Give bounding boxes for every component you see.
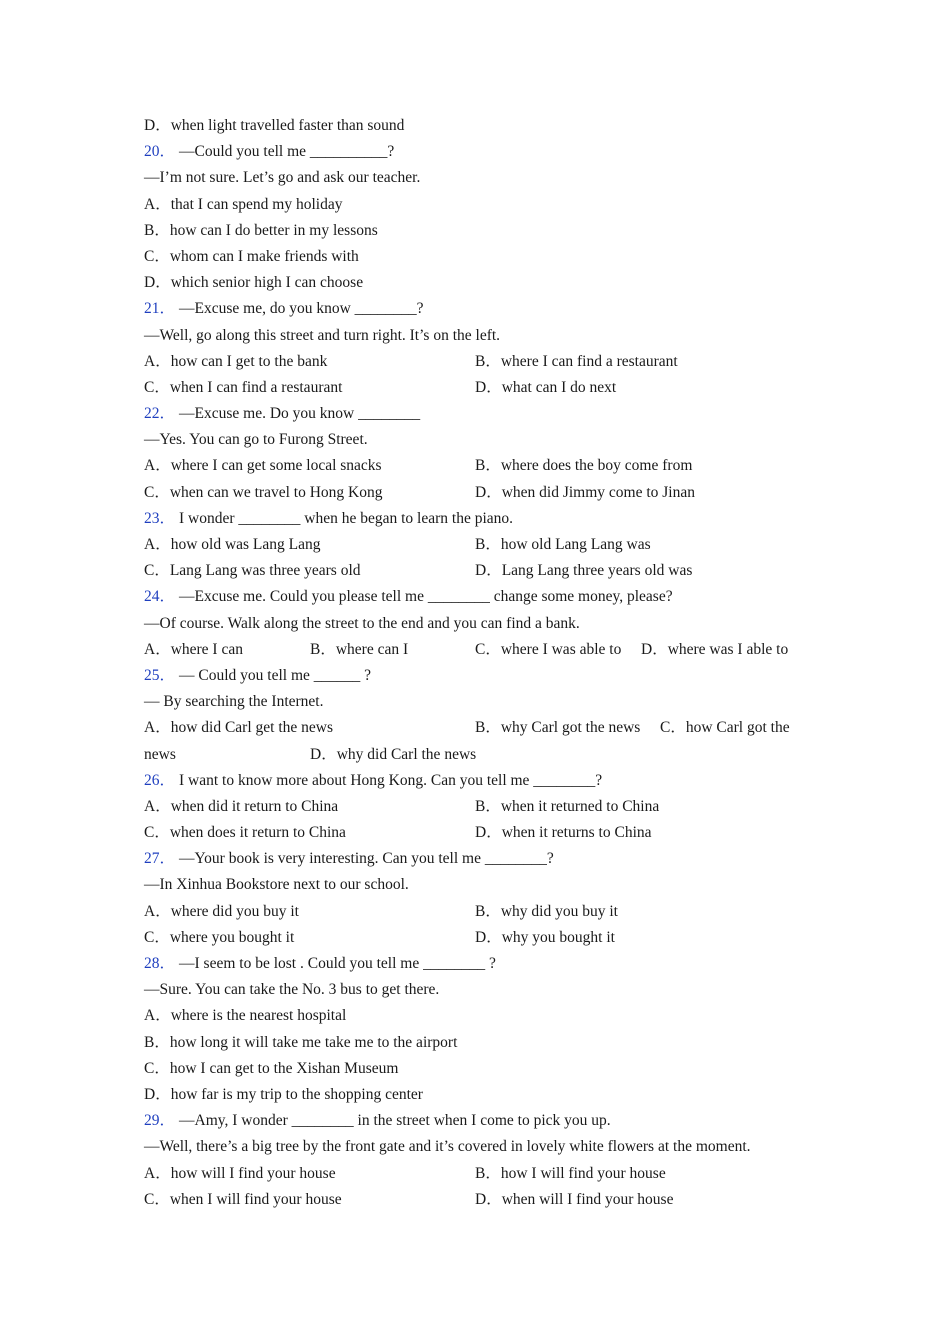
question-text: I want to know more about Hong Kong. Can you tell me ________? xyxy=(179,771,603,789)
options-row xyxy=(144,453,814,479)
options-row xyxy=(144,1030,814,1056)
answer-option: D．which senior high I can choose xyxy=(144,274,364,292)
answer-option: A．how will I find your house xyxy=(144,1164,336,1182)
answer-option: C．where you bought it xyxy=(144,928,295,946)
answer-option: D．how far is my trip to the shopping center xyxy=(144,1085,423,1103)
question-stem xyxy=(144,951,814,977)
options-row xyxy=(144,637,814,663)
options-row xyxy=(144,925,814,951)
question-stem xyxy=(144,663,814,689)
answer-option: C．when can we travel to Hong Kong xyxy=(144,483,383,501)
question-text: —Amy, I wonder ________ in the street when I come to pick you up. xyxy=(179,1112,611,1130)
dialogue-text: —I’m not sure. Let’s go and ask our teacher. xyxy=(144,169,421,187)
options-row xyxy=(144,1056,814,1082)
dialogue-line xyxy=(144,323,814,349)
answer-option: D．why you bought it xyxy=(475,928,615,946)
answer-option: B．where can I xyxy=(310,640,409,658)
dialogue-line xyxy=(144,689,814,715)
answer-option: B．why Carl got the news xyxy=(475,719,641,737)
answer-option: B．where does the boy come from xyxy=(475,457,693,475)
answer-option: C．how I can get to the Xishan Museum xyxy=(144,1059,399,1077)
options-row xyxy=(144,1082,814,1108)
question-text: —Excuse me. Could you please tell me ________ change some money, please? xyxy=(179,588,673,606)
answer-option: B．how can I do better in my lessons xyxy=(144,221,378,239)
dialogue-line xyxy=(144,1134,814,1160)
answer-option: A．where is the nearest hospital xyxy=(144,1007,347,1025)
question-stem xyxy=(144,1108,814,1134)
answer-option: B．where I can find a restaurant xyxy=(475,352,678,370)
answer-option: A．where I can get some local snacks xyxy=(144,457,382,475)
answer-option: news xyxy=(144,745,176,763)
options-row xyxy=(144,742,814,768)
question-number: 28． xyxy=(144,955,176,972)
question-text: — Could you tell me ______ ? xyxy=(179,666,372,684)
answer-option: A．when did it return to China xyxy=(144,797,339,815)
answer-option: C．when does it return to China xyxy=(144,824,346,842)
options-row xyxy=(144,192,814,218)
question-number: 26． xyxy=(144,771,176,789)
answer-option: B．how old Lang Lang was xyxy=(475,536,651,553)
dialogue-text: —Yes. You can go to Furong Street. xyxy=(144,431,368,449)
options-row xyxy=(144,715,814,741)
options-row xyxy=(144,532,814,558)
options-row xyxy=(144,270,814,296)
question-text: —Excuse me, do you know ________? xyxy=(179,300,424,318)
options-row xyxy=(144,244,814,270)
question-number: 23． xyxy=(144,509,176,527)
answer-option: A．where did you buy it xyxy=(144,902,299,920)
dialogue-line xyxy=(144,611,814,637)
question-text: —I seem to be lost . Could you tell me ________ ? xyxy=(179,955,496,972)
answer-option: B．how I will find your house xyxy=(475,1164,666,1182)
answer-option: D．what can I do next xyxy=(475,378,617,396)
question-stem xyxy=(144,296,814,322)
answer-option: C．Lang Lang was three years old xyxy=(144,562,361,580)
dialogue-line xyxy=(144,165,814,191)
question-number: 22． xyxy=(144,405,176,423)
answer-option: C．how Carl got the xyxy=(660,719,790,737)
options-row xyxy=(144,899,814,925)
dialogue-text: — By searching the Internet. xyxy=(144,693,324,711)
answer-option: B．why did you buy it xyxy=(475,902,618,920)
options-row xyxy=(144,1161,814,1187)
dialogue-text: —In Xinhua Bookstore next to our school. xyxy=(144,876,409,894)
question-text: —Could you tell me __________? xyxy=(179,143,395,161)
options-row xyxy=(144,218,814,244)
answer-option: C．when I can find a restaurant xyxy=(144,378,343,396)
question-number: 25． xyxy=(144,666,176,684)
answer-option: A．that I can spend my holiday xyxy=(144,195,343,213)
answer-option: D．when it returns to China xyxy=(475,824,652,842)
question-number: 27． xyxy=(144,850,176,868)
answer-option: D．Lang Lang three years old was xyxy=(475,562,693,580)
question-number: 29． xyxy=(144,1112,176,1130)
dialogue-line xyxy=(144,427,814,453)
dialogue-text: —Sure. You can take the No. 3 bus to get there. xyxy=(144,981,440,999)
answer-option: D．when will I find your house xyxy=(475,1190,674,1208)
options-row xyxy=(144,480,814,506)
options-row xyxy=(144,349,814,375)
document-body xyxy=(144,113,814,1213)
question-number: 20． xyxy=(144,143,176,161)
answer-option: C．where I was able to xyxy=(475,640,622,658)
options-row xyxy=(144,794,814,820)
dialogue-text: —Of course. Walk along the street to the end and you can find a bank. xyxy=(144,614,580,632)
question-text: —Your book is very interesting. Can you tell me ________? xyxy=(179,850,554,868)
answer-option: A．how did Carl get the news xyxy=(144,719,333,737)
answer-option: D．where was I able to xyxy=(641,640,789,658)
question-stem xyxy=(144,846,814,872)
answer-option: A．where I can xyxy=(144,640,243,658)
question-text: I wonder ________ when he began to learn the piano. xyxy=(179,509,514,527)
question-stem xyxy=(144,584,814,610)
options-row xyxy=(144,1003,814,1029)
dialogue-text: —Well, go along this street and turn right. It’s on the left. xyxy=(144,326,501,344)
question-number: 21． xyxy=(144,300,176,318)
dialogue-line xyxy=(144,977,814,1003)
answer-option: D．when did Jimmy come to Jinan xyxy=(475,483,695,501)
answer-option: C．when I will find your house xyxy=(144,1190,342,1208)
answer-option: A．how can I get to the bank xyxy=(144,352,328,370)
answer-option: B．when it returned to China xyxy=(475,797,660,815)
options-row xyxy=(144,820,814,846)
dialogue-line xyxy=(144,872,814,898)
question-stem xyxy=(144,401,814,427)
question-stem xyxy=(144,506,814,532)
question-stem xyxy=(144,768,814,794)
answer-option: D．when light travelled faster than sound xyxy=(144,117,405,134)
answer-option: B．how long it will take me take me to the airport xyxy=(144,1033,458,1051)
answer-option: D．why did Carl the news xyxy=(310,745,477,763)
options-row xyxy=(144,113,814,139)
question-stem xyxy=(144,139,814,165)
answer-option: A．how old was Lang Lang xyxy=(144,536,321,553)
options-row xyxy=(144,375,814,401)
options-row xyxy=(144,1187,814,1213)
question-text: —Excuse me. Do you know ________ xyxy=(179,405,421,423)
options-row xyxy=(144,558,814,584)
question-number: 24． xyxy=(144,588,176,606)
dialogue-text: —Well, there’s a big tree by the front gate and it’s covered in lovely white flowers at the moment. xyxy=(144,1138,751,1156)
answer-option: C．whom can I make friends with xyxy=(144,247,359,265)
